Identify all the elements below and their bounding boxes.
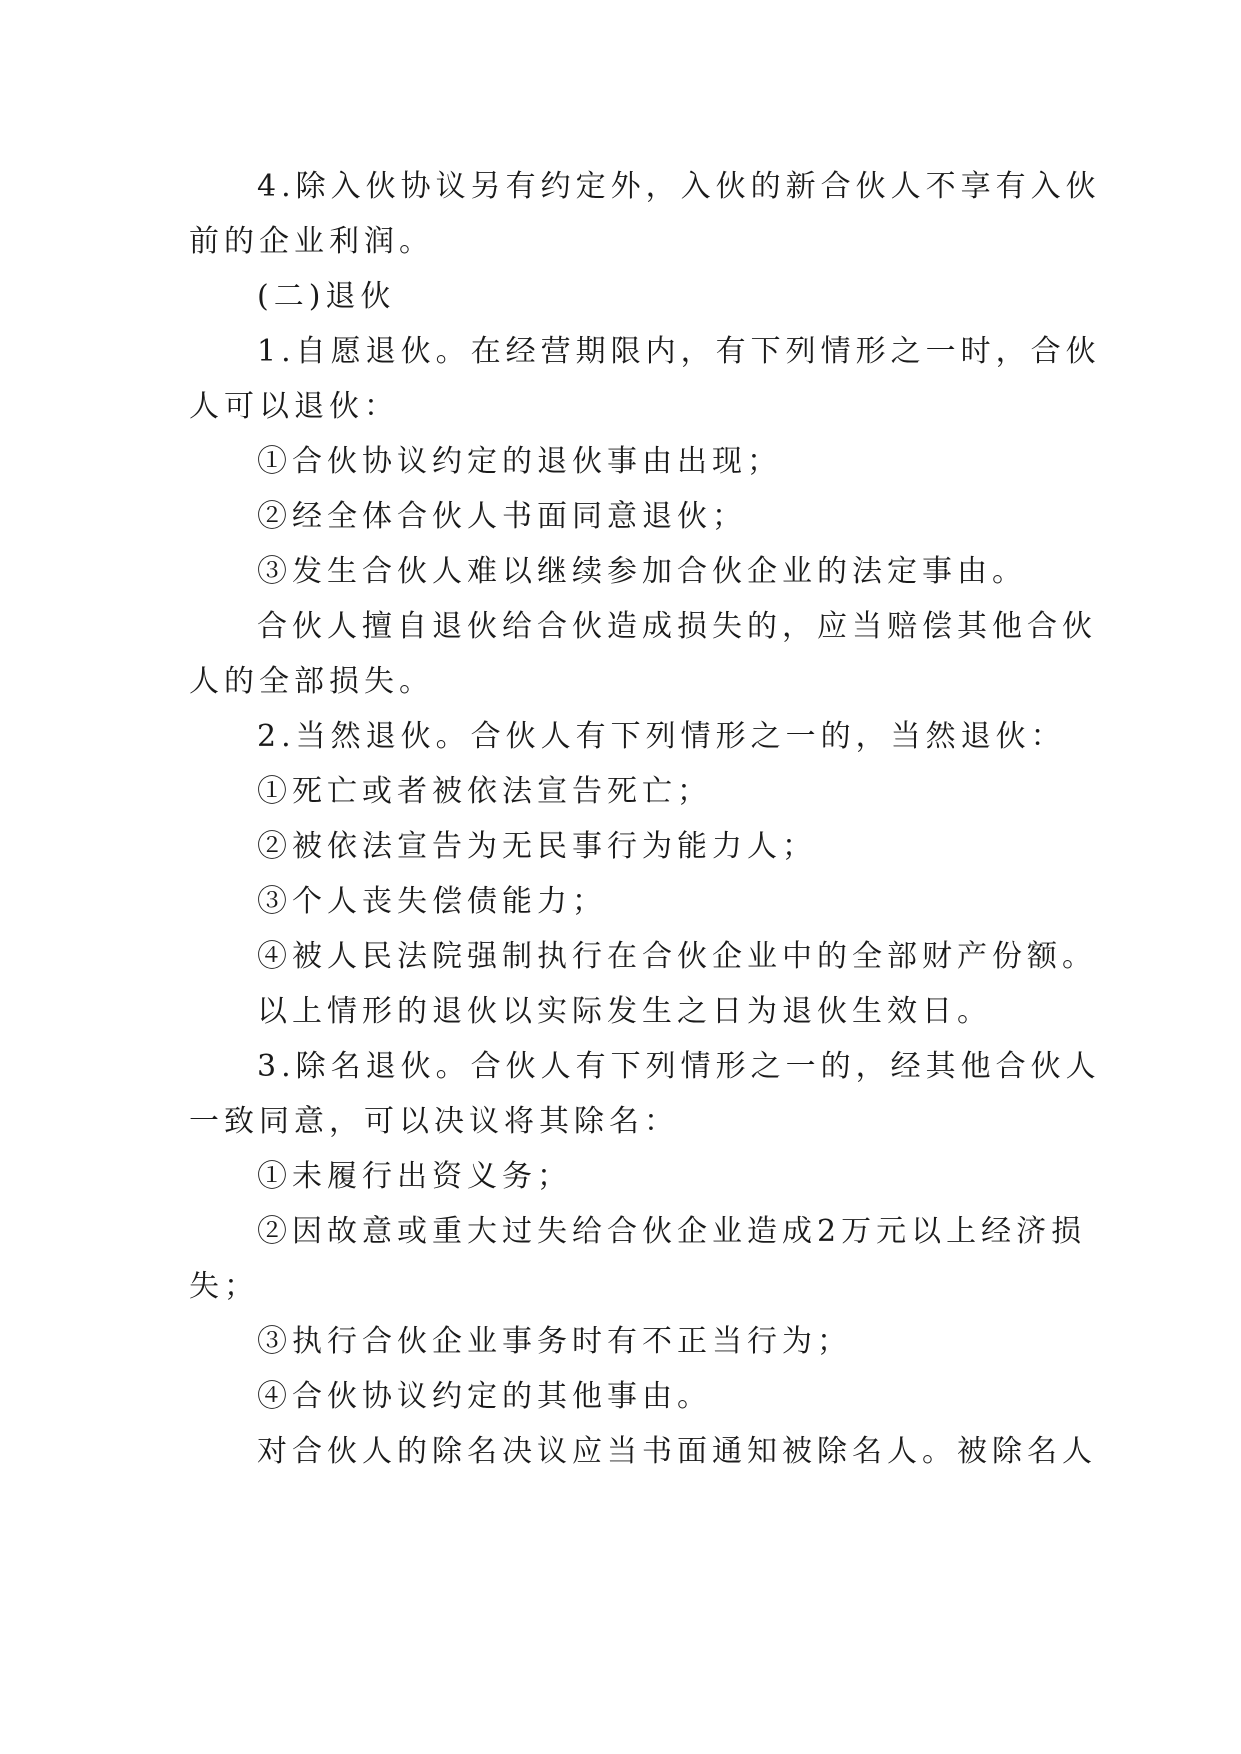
paragraph-line: 人可以退伙：: [189, 389, 399, 424]
paragraph-line: 失；: [189, 1269, 259, 1304]
paragraph-line: 1.自愿退伙。在经营期限内，有下列情形之一时，合伙: [257, 334, 1101, 369]
section-heading: (二)退伙: [257, 279, 396, 314]
list-item: ③执行合伙企业事务时有不正当行为；: [257, 1324, 852, 1359]
list-item: ③个人丧失偿债能力；: [257, 884, 607, 919]
list-item: ③发生合伙人难以继续参加合伙企业的法定事由。: [257, 554, 1027, 589]
paragraph-line: 对合伙人的除名决议应当书面通知被除名人。被除名人: [257, 1434, 1097, 1469]
paragraph-line: 一致同意，可以决议将其除名：: [189, 1104, 679, 1139]
list-item: ②被依法宣告为无民事行为能力人；: [257, 829, 817, 864]
paragraph-line: 2.当然退伙。合伙人有下列情形之一的，当然退伙：: [257, 719, 1066, 754]
paragraph-line: 合伙人擅自退伙给合伙造成损失的，应当赔偿其他合伙: [257, 609, 1097, 644]
paragraph-line: 人的全部损失。: [189, 664, 434, 699]
list-item: ①未履行出资义务；: [257, 1159, 572, 1194]
list-item: ①死亡或者被依法宣告死亡；: [257, 774, 712, 809]
list-item: ②经全体合伙人书面同意退伙；: [257, 499, 747, 534]
list-item: ④被人民法院强制执行在合伙企业中的全部财产份额。: [257, 939, 1097, 974]
paragraph-line: 4.除入伙协议另有约定外，入伙的新合伙人不享有入伙: [257, 169, 1101, 204]
list-item: ②因故意或重大过失给合伙企业造成2万元以上经济损: [257, 1214, 1087, 1249]
list-item: ④合伙协议约定的其他事由。: [257, 1379, 712, 1414]
paragraph-line: 3.除名退伙。合伙人有下列情形之一的，经其他合伙人: [257, 1049, 1101, 1084]
list-item: ①合伙协议约定的退伙事由出现；: [257, 444, 782, 479]
paragraph-line: 前的企业利润。: [189, 224, 434, 259]
paragraph-line: 以上情形的退伙以实际发生之日为退伙生效日。: [257, 994, 992, 1029]
